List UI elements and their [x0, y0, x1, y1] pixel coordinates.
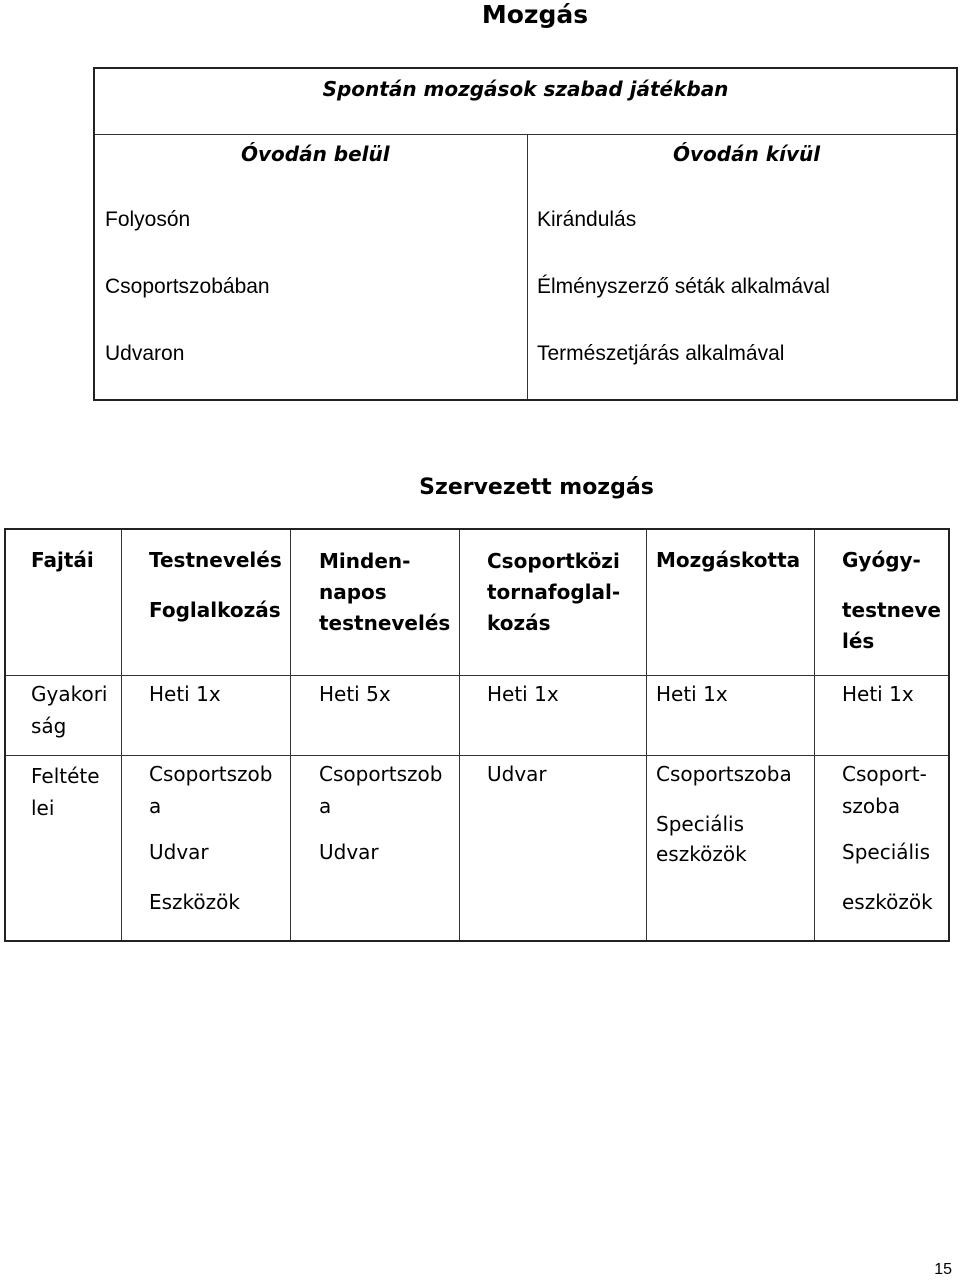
condition-line: eszközök: [842, 890, 933, 914]
header-line: testneve: [842, 598, 941, 622]
row-label-frequency: [31, 678, 107, 742]
condition-line: eszközök: [656, 842, 747, 866]
header-cell-4: [656, 546, 800, 574]
condition-line: Csoport-: [842, 762, 927, 786]
table-divider: [95, 134, 956, 135]
label-line: ság: [31, 714, 67, 738]
page-title: Mozgás: [481, 0, 589, 29]
header-line: Csoportközi: [487, 549, 620, 573]
condition-cell-3: [487, 760, 547, 788]
inside-item: Folyosón: [105, 208, 191, 231]
outside-item: Természetjárás alkalmával: [537, 342, 785, 365]
frequency-cell: Heti 1x: [487, 682, 559, 706]
condition-line: Speciális: [656, 812, 745, 836]
column-divider: [121, 530, 122, 940]
column-divider: [459, 530, 460, 940]
header-line: testnevelés: [319, 611, 451, 635]
condition-line: Eszközök: [149, 890, 240, 914]
row-divider: [6, 755, 948, 756]
header-cell-1: [149, 546, 282, 624]
header-line: Mozgáskotta: [656, 548, 801, 572]
condition-cell-4: [656, 760, 792, 868]
frequency-cell: Heti 1x: [842, 682, 914, 706]
organized-movement-table: [4, 528, 950, 942]
condition-cell-2: [319, 760, 442, 866]
row-divider: [6, 675, 948, 676]
condition-cell-5: [842, 760, 933, 916]
condition-cell-1: [149, 760, 272, 916]
column-divider: [814, 530, 815, 940]
header-line: Gyógy-: [842, 548, 921, 572]
spontaneous-table-title: Spontán mozgások szabad játékban: [322, 77, 729, 101]
label-line: lei: [31, 796, 55, 820]
frequency-cell: Heti 1x: [149, 682, 221, 706]
condition-line: Speciális: [842, 840, 931, 864]
condition-line: Udvar: [319, 840, 379, 864]
condition-line: a: [149, 794, 162, 818]
spontaneous-movement-table: [93, 67, 958, 401]
frequency-cell: Heti 1x: [656, 682, 728, 706]
condition-line: Csoportszob: [319, 762, 443, 786]
header-line: kozás: [487, 611, 551, 635]
header-cell-5: [842, 546, 941, 655]
column-divider: [527, 134, 528, 399]
frequency-cell: Heti 5x: [319, 682, 391, 706]
condition-line: Csoportszob: [149, 762, 273, 786]
inside-item: Csoportszobában: [105, 275, 270, 298]
organized-section-title: Szervezett mozgás: [419, 475, 654, 500]
outside-item: Kirándulás: [537, 208, 637, 231]
row-label-conditions: [31, 760, 100, 824]
label-line: Feltéte: [31, 764, 100, 788]
header-line: napos: [319, 580, 387, 604]
header-cell-2: [319, 546, 450, 639]
inside-item: Udvaron: [105, 342, 185, 365]
header-line: Testnevelés: [149, 548, 282, 572]
outside-item: Élményszerző séták alkalmával: [537, 275, 830, 298]
header-line: lés: [842, 629, 875, 653]
condition-line: Udvar: [487, 762, 547, 786]
condition-line: a: [319, 794, 332, 818]
header-line: tornafoglal-: [487, 580, 621, 604]
condition-line: Csoportszoba: [656, 762, 792, 786]
condition-line: Udvar: [149, 840, 209, 864]
page-number: 15: [934, 1261, 952, 1278]
header-line: Foglalkozás: [149, 598, 281, 622]
header-inside: Óvodán belül: [241, 142, 390, 166]
header-outside: Óvodán kívül: [673, 142, 821, 166]
condition-line: szoba: [842, 794, 901, 818]
label-line: Gyakori: [31, 682, 108, 706]
header-line: Minden-: [319, 549, 411, 573]
header-cell-3: [487, 546, 620, 639]
column-divider: [646, 530, 647, 940]
row-label-types: Fajtái: [31, 548, 94, 572]
column-divider: [290, 530, 291, 940]
